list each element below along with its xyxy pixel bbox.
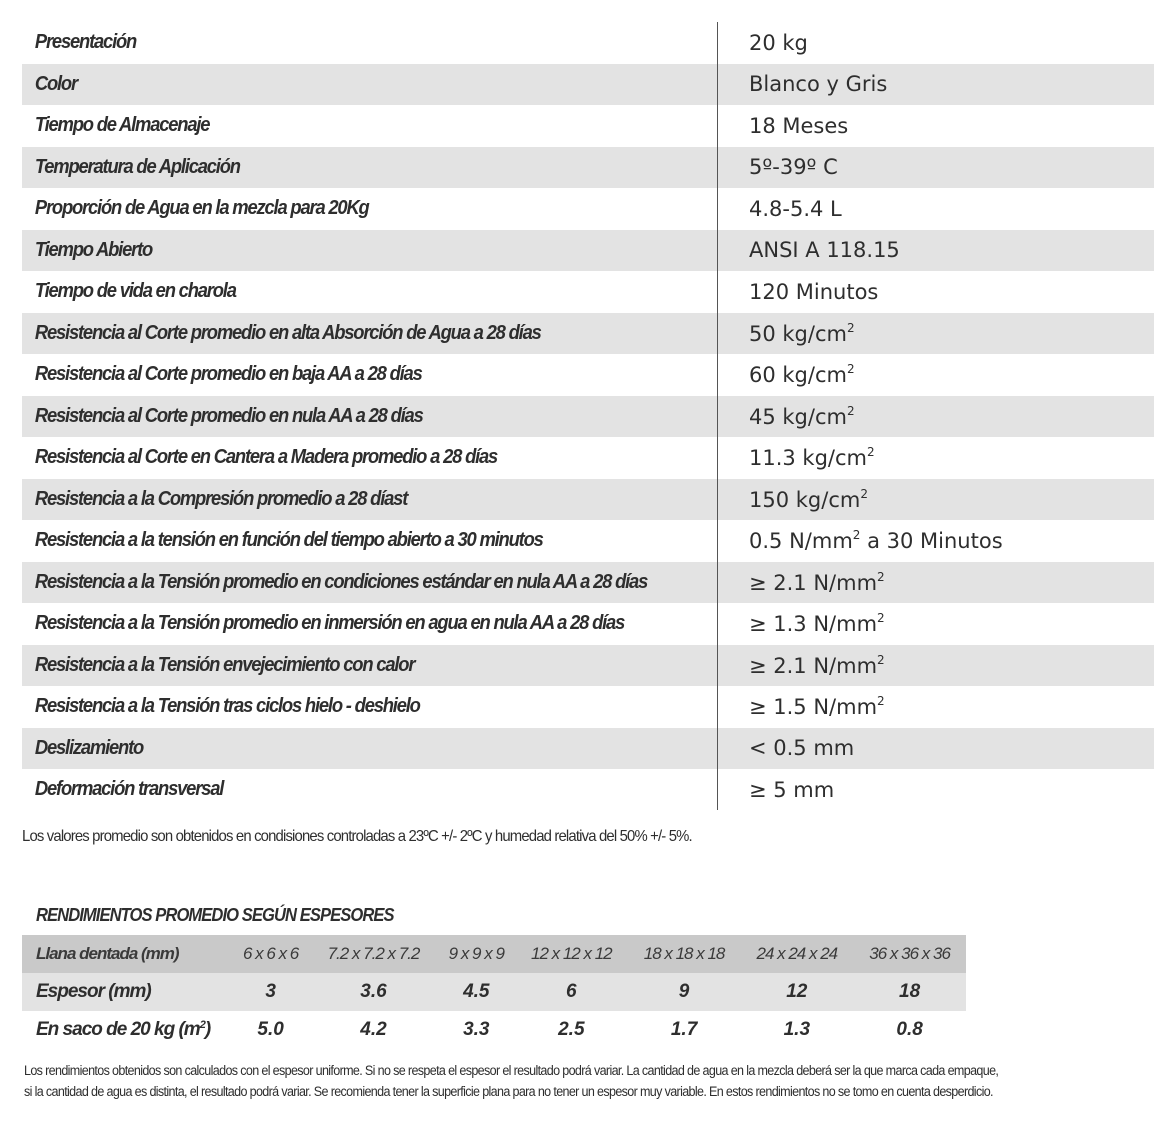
yield-note: [24, 1060, 998, 1102]
spec-value-text: ≥ 2.1 N/mm: [749, 653, 878, 678]
spec-label: Resistencia a la tensión en función del tiempo abierto a 30 minutos: [34, 529, 543, 552]
spec-row: [22, 147, 1154, 189]
spec-value: [749, 611, 885, 636]
spec-value-text: 150 kg/cm: [749, 487, 861, 512]
spec-row: [22, 105, 1154, 147]
spec-label: Tiempo de Almacenaje: [34, 114, 210, 137]
spec-label: Resistencia a la Tensión tras ciclos hielo - deshielo: [34, 695, 420, 718]
spec-value-text: ≥ 1.5 N/mm: [749, 695, 878, 720]
yield-cell: 2.5: [515, 1011, 628, 1049]
conditions-note: Los valores promedio son obtenidos en condisiones controladas a 23ºC +/- 2ºC y humedad relativa del 50% +/- 5%.: [22, 828, 692, 845]
spec-row: [22, 437, 1154, 479]
yield-cell: 5.0: [232, 1011, 309, 1049]
spec-value-exponent: 2: [846, 403, 855, 418]
spec-label: Proporción de Agua en la mezcla para 20Kg: [34, 197, 369, 220]
yield-row-label-text: En saco de 20 kg (m: [36, 1019, 200, 1040]
yield-table: [22, 935, 966, 1049]
spec-label: Resistencia al Corte en Cantera a Madera promedio a 28 días: [34, 446, 498, 469]
spec-value: [749, 155, 838, 179]
yield-cell: 4.2: [309, 1011, 437, 1049]
spec-row: [22, 188, 1154, 230]
spec-value: [749, 570, 885, 595]
spec-row: [22, 396, 1154, 438]
spec-value: [749, 694, 885, 719]
yield-note-line: Los rendimientos obtenidos son calculados con el espesor uniforme. Si no se respeta el espesor el resultado podrá variar. La cantidad de agua en la mezcla deberá ser la que marca cada empaque,: [24, 1063, 999, 1078]
spec-value: [749, 487, 868, 512]
spec-value-exponent: 2: [867, 445, 875, 460]
yield-cell: 9: [628, 973, 741, 1011]
yield-cell: 1.3: [740, 1011, 853, 1049]
spec-value-exponent: 2: [846, 320, 855, 335]
spec-value-exponent: 2: [860, 486, 868, 501]
spec-value-exponent: 2: [877, 694, 885, 709]
spec-label: Resistencia al Corte promedio en baja AA a 28 días: [34, 363, 422, 386]
spec-value: [749, 31, 808, 55]
yield-row-label-text: Llana dentada (mm): [36, 944, 179, 963]
yield-row: [22, 1011, 966, 1049]
spec-value-text: ≥ 5 mm: [749, 777, 835, 802]
spec-value-text: 45 kg/cm: [749, 404, 847, 429]
spec-value: [749, 362, 855, 387]
spec-row: [22, 479, 1154, 521]
spec-row: [22, 313, 1154, 355]
spec-value-text: < 0.5 mm: [749, 736, 855, 761]
spec-value-text: 0.5 N/mm: [749, 529, 853, 554]
spec-row: [22, 64, 1154, 106]
yield-cell: 12: [740, 973, 853, 1011]
spec-value-text: ≥ 1.3 N/mm: [749, 612, 878, 637]
yield-note-line: si la cantidad de agua es distinta, el resultado podrá variar. Se recomienda tener la superficie plana para no tener un espesor muy variable. En estos rendimientos no se tomo en cuenta desperdicio.: [24, 1084, 993, 1099]
yield-cell: 12 x 12 x 12: [515, 935, 628, 973]
spec-value: [749, 653, 885, 678]
yield-row: [22, 935, 966, 973]
yield-row-label: [22, 935, 232, 973]
spec-label: Resistencia a la Tensión promedio en inmersión en agua en nula AA a 28 días: [34, 612, 625, 635]
spec-row: [22, 271, 1154, 313]
spec-value: [749, 238, 900, 262]
spec-label: Color: [34, 72, 77, 95]
yield-cell: 6 x 6 x 6: [232, 935, 309, 973]
yield-cell: 18 x 18 x 18: [628, 935, 741, 973]
spec-label: Tiempo de vida en charola: [34, 280, 236, 303]
spec-label: Resistencia a la Tensión promedio en condiciones estándar en nula AA a 28 días: [34, 570, 648, 593]
spec-value: [749, 321, 855, 346]
spec-value: [749, 445, 875, 470]
spec-row: [22, 520, 1154, 562]
spec-label: Resistencia al Corte promedio en alta Absorción de Agua a 28 días: [34, 321, 541, 344]
yield-cell: 1.7: [628, 1011, 741, 1049]
yield-row-label-exponent: 2: [199, 1019, 205, 1031]
spec-value: [749, 72, 887, 96]
yield-cell: 18: [853, 973, 966, 1011]
spec-value-text: 20 kg: [749, 30, 808, 55]
spec-value-text: 5º-39º C: [749, 155, 838, 180]
spec-label: Tiempo Abierto: [34, 238, 153, 261]
yield-cell: 7.2 x 7.2 x 7.2: [309, 935, 437, 973]
spec-label: Presentación: [34, 31, 137, 54]
spec-value-exponent: 2: [877, 652, 885, 667]
spec-value-text: 11.3 kg/cm: [749, 446, 868, 471]
yield-cell: 6: [515, 973, 628, 1011]
yield-cell: 36 x 36 x 36: [853, 935, 966, 973]
spec-value: [749, 778, 834, 802]
spec-row: [22, 22, 1154, 64]
spec-row: [22, 686, 1154, 728]
spec-value: [749, 404, 855, 429]
spec-row: [22, 562, 1154, 604]
spec-value-exponent: 2: [852, 528, 861, 543]
yield-cell: 4.5: [438, 973, 515, 1011]
spec-value: [749, 197, 842, 221]
spec-row: [22, 728, 1154, 770]
spec-value-text: ANSI A 118.15: [749, 238, 900, 263]
yield-cell: 0.8: [853, 1011, 966, 1049]
spec-label: Resistencia a la Tensión envejecimiento con calor: [34, 653, 415, 676]
yield-row: [22, 973, 966, 1011]
yield-cell: 24 x 24 x 24: [740, 935, 853, 973]
spec-value-text: 50 kg/cm: [749, 321, 847, 346]
spec-row: [22, 645, 1154, 687]
spec-table: [22, 22, 1154, 811]
spec-value-exponent: 2: [846, 362, 855, 377]
yield-table-title: RENDIMIENTOS PROMEDIO SEGÚN ESPESORES: [36, 905, 394, 925]
spec-value: [749, 280, 878, 304]
spec-row: [22, 230, 1154, 272]
spec-value-suffix: a 30 Minutos: [860, 529, 1003, 554]
yield-row-label: [22, 973, 232, 1011]
spec-label: Resistencia a la Compresión promedio a 28 díast: [34, 487, 408, 510]
spec-row: [22, 603, 1154, 645]
yield-cell: 3.6: [309, 973, 437, 1011]
yield-row-label: [22, 1011, 232, 1049]
spec-value-exponent: 2: [877, 569, 885, 584]
spec-value-text: 18 Meses: [749, 113, 849, 138]
spec-value-exponent: 2: [877, 611, 885, 626]
spec-value: [749, 528, 1003, 553]
spec-label: Deformación transversal: [34, 778, 224, 801]
yield-cell: 3: [232, 973, 309, 1011]
spec-label: Deslizamiento: [34, 736, 144, 759]
spec-value-text: 120 Minutos: [749, 279, 879, 304]
spec-value-text: Blanco y Gris: [749, 72, 888, 97]
spec-row: [22, 354, 1154, 396]
spec-value: [749, 114, 848, 138]
spec-label: Resistencia al Corte promedio en nula AA a 28 días: [34, 404, 423, 427]
yield-row-label-text: Espesor (mm): [36, 981, 151, 1002]
spec-label: Temperatura de Aplicación: [34, 155, 240, 178]
spec-row: [22, 769, 1154, 811]
spec-value-text: 60 kg/cm: [749, 363, 847, 388]
spec-value-text: ≥ 2.1 N/mm: [749, 570, 878, 595]
yield-row-label-end: ): [204, 1019, 211, 1040]
spec-value-text: 4.8-5.4 L: [749, 196, 842, 221]
yield-cell: 3.3: [438, 1011, 515, 1049]
yield-cell: 9 x 9 x 9: [438, 935, 515, 973]
spec-value: [749, 736, 854, 760]
column-divider: [717, 22, 718, 810]
